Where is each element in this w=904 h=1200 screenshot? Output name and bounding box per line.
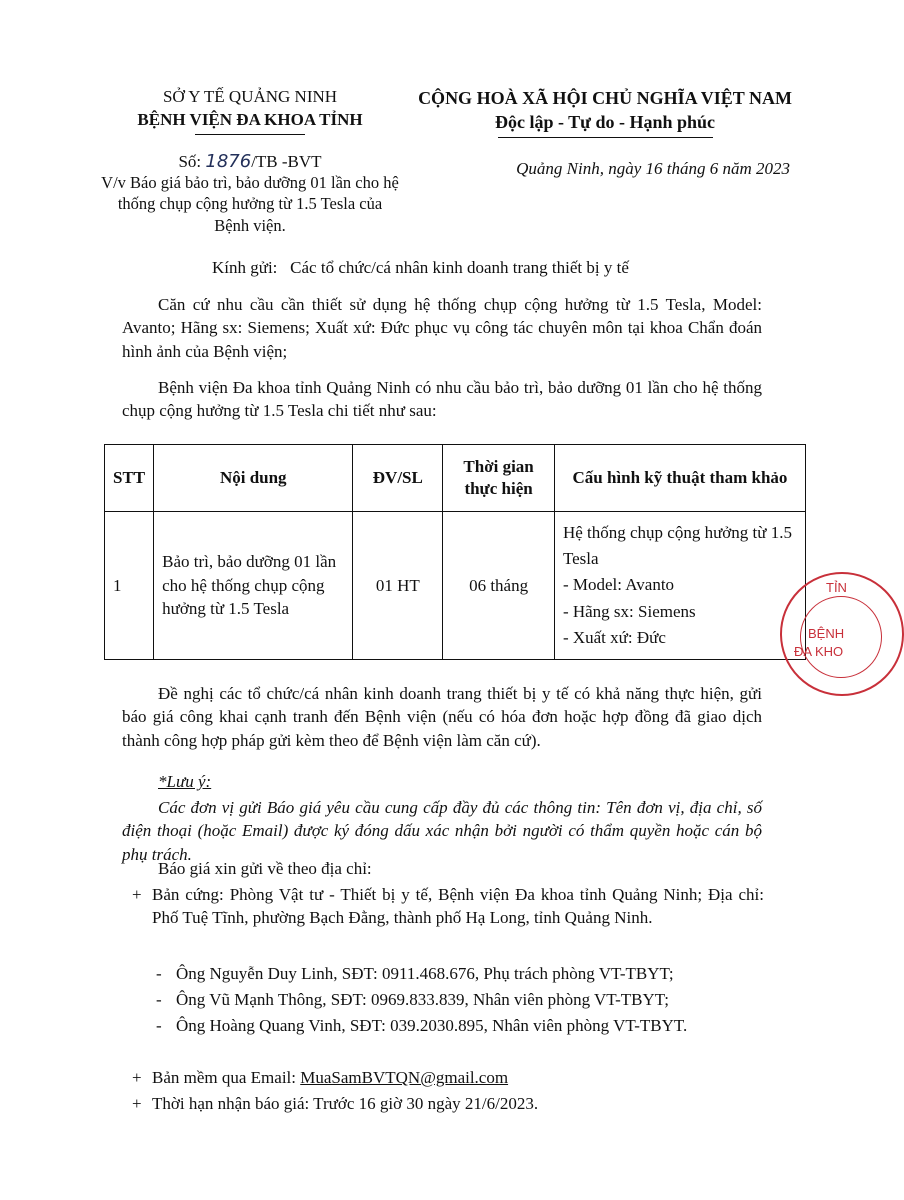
issuer-parent: SỞ Y TẾ QUẢNG NINH [162, 87, 338, 106]
national-header [400, 86, 810, 138]
number-suffix: /TB -BVT [251, 152, 322, 171]
deadline-line: Thời hạn nhận báo giá: Trước 16 giờ 30 ngày 21/6/2023. [152, 1094, 539, 1113]
spec-title: Hệ thống chụp cộng hưởng từ 1.5 Tesla [562, 522, 792, 568]
number-label: Số: [178, 152, 202, 171]
republic-title: CỘNG HOÀ XÃ HỘI CHỦ NGHĨA VIỆT NAM [418, 88, 792, 108]
recipient-label: Kính gửi: [212, 258, 278, 277]
col-spec: Cấu hình kỹ thuật tham khảo [554, 445, 805, 512]
subject-line: V/v Báo giá bảo trì, bảo dưỡng 01 lần cho hệ thống chụp cộng hưởng từ 1.5 Tesla của Bệnh viện. [101, 173, 399, 235]
cell-spec [554, 512, 805, 660]
soft-copy-label: Bản mềm qua Email: [152, 1068, 296, 1087]
email-link[interactable]: MuaSamBVTQN@gmail.com [300, 1068, 509, 1087]
note-label: *Lưu ý: [158, 772, 212, 791]
requirements-table [104, 444, 806, 660]
dash-bullet-icon: - [156, 990, 162, 1009]
plus-bullet-icon: + [132, 885, 142, 904]
issue-date: Quảng Ninh, ngày 16 tháng 6 năm 2023 [516, 159, 790, 178]
table-row [105, 512, 806, 660]
send-to-heading: Báo giá xin gửi về theo địa chỉ: [158, 859, 372, 878]
note-text: Các đơn vị gửi Báo giá yêu cầu cung cấp đầy đủ các thông tin: Tên đơn vị, địa chỉ, số điện thoại (hoặc Email) được ký đóng dấu xác nhận bởi người có thẩm quyền hoặc cán bộ phụ trách. [122, 798, 762, 864]
handwritten-number: 1876 [205, 151, 252, 172]
spec-maker: - Hãng sx: Siemens [562, 601, 696, 621]
soft-copy-line [152, 1066, 764, 1089]
recipient-value: Các tổ chức/cá nhân kinh doanh trang thiết bị y tế [290, 258, 629, 277]
contact-person: Ông Hoàng Quang Vinh, SĐT: 039.2030.895, Nhân viên phòng VT-TBYT. [176, 1016, 688, 1035]
col-content: Nội dung [154, 445, 353, 512]
spec-model: - Model: Avanto [562, 575, 675, 595]
official-stamp [780, 572, 904, 696]
spec-origin: - Xuất xứ: Đức [562, 628, 666, 648]
paragraph-need: Bệnh viện Đa khoa tỉnh Quảng Ninh có nhu cầu bảo trì, bảo dưỡng 01 lần cho hệ thống chụp cộng hưởng từ 1.5 Tesla chi tiết như sau: [122, 378, 762, 421]
col-stt: STT [105, 445, 154, 512]
recipient-line [212, 256, 792, 279]
issuer-underline [195, 134, 305, 135]
paragraph-basis: Căn cứ nhu cầu cần thiết sử dụng hệ thống chụp cộng hưởng từ 1.5 Tesla, Model: Avanto; Hãng sx: Siemens; Xuất xứ: Đức phục vụ công tác chuyên môn tại khoa Chẩn đoán hình ảnh của Bệnh viện; [122, 295, 762, 361]
hard-copy-address: Bản cứng: Phòng Vật tư - Thiết bị y tế, Bệnh viện Đa khoa tỉnh Quảng Ninh; Địa chỉ: Phố Tuệ Tĩnh, phường Bạch Đằng, thành phố Hạ Long, tỉnh Quảng Ninh. [152, 885, 764, 928]
cell-stt: 1 [105, 512, 154, 660]
col-unit: ĐV/SL [353, 445, 443, 512]
paragraph-request: Đề nghị các tổ chức/cá nhân kinh doanh trang thiết bị y tế có khả năng thực hiện, gửi báo giá công khai cạnh tranh đến Bệnh viện (nếu có hóa đơn hoặc hợp đồng đã giao dịch thành công hợp pháp gửi kèm theo để Bệnh viện làm căn cứ). [122, 684, 762, 750]
dash-bullet-icon: - [156, 1016, 162, 1035]
plus-bullet-icon: + [132, 1068, 142, 1087]
stamp-text-top: TỈN [826, 580, 847, 595]
stamp-text-middle: BỆNH [808, 626, 845, 641]
contact-person: Ông Vũ Mạnh Thông, SĐT: 0969.833.839, Nhân viên phòng VT-TBYT; [176, 990, 669, 1009]
cell-unit: 01 HT [353, 512, 443, 660]
issuer-block [100, 86, 400, 135]
dash-bullet-icon: - [156, 964, 162, 983]
cell-duration: 06 tháng [443, 512, 555, 660]
contact-person: Ông Nguyễn Duy Linh, SĐT: 0911.468.676, Phụ trách phòng VT-TBYT; [176, 964, 674, 983]
stamp-text-bottom: ĐA KHO [794, 644, 844, 659]
plus-bullet-icon: + [132, 1094, 142, 1113]
cell-content: Bảo trì, bảo dưỡng 01 lần cho hệ thống chụp cộng hưởng từ 1.5 Tesla [154, 512, 353, 660]
table-header-row [105, 445, 806, 512]
motto-underline [498, 137, 713, 138]
issuer-name: BỆNH VIỆN ĐA KHOA TỈNH [137, 109, 363, 129]
motto: Độc lập - Tự do - Hạnh phúc [494, 112, 716, 133]
col-duration: Thời gian thực hiện [443, 445, 555, 512]
